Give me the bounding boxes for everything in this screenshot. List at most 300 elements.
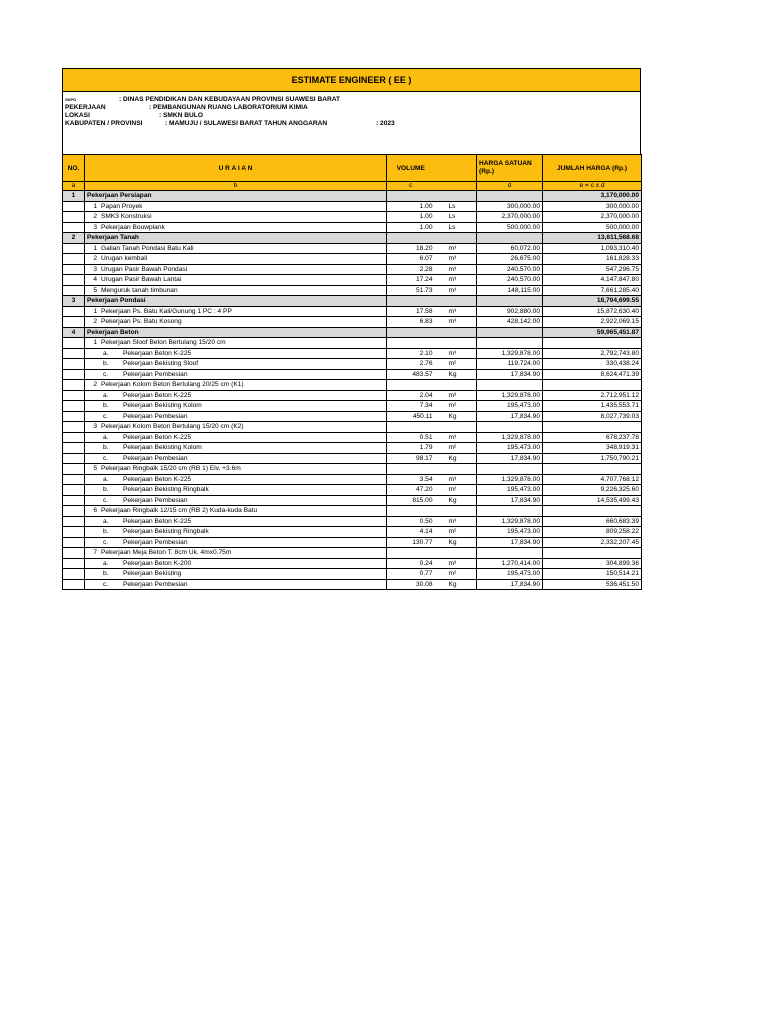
row-description: [85, 380, 387, 391]
row-total: 348,919.31: [543, 443, 642, 454]
row-description: [85, 527, 387, 538]
section-number: 1: [63, 191, 85, 202]
col-volume-header: VOLUME: [387, 155, 435, 182]
item-letter: b.: [103, 528, 109, 536]
section-volume-empty: [387, 296, 435, 307]
col-jumlah-header: JUMLAH HARGA (Rp.): [543, 155, 642, 182]
item-text: Pekerjaan Pembesian: [123, 538, 188, 546]
row-no-empty: [63, 495, 85, 506]
row-no-empty: [63, 453, 85, 464]
estimate-table: [62, 154, 642, 590]
item-letter: a.: [103, 349, 109, 357]
row-no-empty: [63, 527, 85, 538]
item-number: 3: [93, 423, 97, 431]
item-letter: c.: [103, 370, 109, 378]
item-text: Pekerjaan Pembesian: [123, 370, 188, 378]
table-row: [63, 432, 642, 443]
item-number: 2: [93, 318, 97, 326]
group-row: [63, 338, 642, 349]
section-volume-empty: [387, 233, 435, 244]
row-description: [85, 359, 387, 370]
row-description: [85, 254, 387, 265]
section-total: 13,611,568.68: [543, 233, 642, 244]
item-text: SMK3 Konstruksi: [101, 213, 152, 221]
pekerjaan-label: PEKERJAAN: [65, 104, 106, 111]
info-pekerjaan: [63, 104, 640, 112]
row-total-empty: [543, 506, 642, 517]
item-number: 7: [93, 549, 97, 557]
item-text: Pekerjaan Beton K-225: [123, 349, 192, 357]
table-row: [63, 212, 642, 223]
table-row: [63, 285, 642, 296]
item-text: Galian Tanah Pondasi Batu Kali: [101, 244, 194, 252]
table-row: [63, 558, 642, 569]
sub-a: a: [63, 182, 85, 191]
row-volume: 1.00: [387, 222, 435, 233]
row-price: 17,834.90: [477, 579, 543, 590]
row-description: [85, 212, 387, 223]
lokasi-label: LOKASI: [65, 112, 90, 119]
table-row: [63, 306, 642, 317]
section-row: [63, 191, 642, 202]
row-total: 547,296.75: [543, 264, 642, 275]
row-volume: 30.08: [387, 579, 435, 590]
row-total: 150,514.21: [543, 569, 642, 580]
skpd-value: : DINAS PENDIDIKAN DAN KEBUDAYAAN PROVINSI SUAWESI BARAT: [119, 96, 341, 103]
row-price: 195,473.00: [477, 443, 543, 454]
item-number: 1: [93, 339, 97, 347]
table-row: [63, 359, 642, 370]
table-row: [63, 401, 642, 412]
item-letter: c.: [103, 538, 109, 546]
row-no-empty: [63, 359, 85, 370]
row-total: 4,147,847.80: [543, 275, 642, 286]
kab-value: : MAMUJU / SULAWESI BARAT TAHUN ANGGARAN: [165, 120, 328, 127]
item-text: Pekerjaan Pembesian: [123, 496, 188, 504]
item-text: Pekerjaan Ps. Batu Kosong: [101, 318, 182, 326]
row-no-empty: [63, 548, 85, 559]
row-volume: 98.17: [387, 453, 435, 464]
row-total-empty: [543, 380, 642, 391]
row-price: 17,834.90: [477, 369, 543, 380]
item-text: Pekerjaan Bekisting Sloof: [123, 360, 199, 368]
sub-c-blank: [435, 182, 477, 191]
item-letter: a.: [103, 559, 109, 567]
item-text: Pekerjaan Beton K-225: [123, 433, 192, 441]
row-unit: m³: [435, 348, 477, 359]
row-volume: 3.54: [387, 474, 435, 485]
row-unit: m³: [435, 285, 477, 296]
row-no-empty: [63, 338, 85, 349]
row-price: 428,142.00: [477, 317, 543, 328]
row-total: 2,370,000.00: [543, 212, 642, 223]
table-row: [63, 348, 642, 359]
item-letter: a.: [103, 391, 109, 399]
item-text: Pekerjaan Bekisting: [123, 570, 182, 578]
kab-label: KABUPATEN / PROVINSI: [65, 120, 143, 127]
table-subheader: [63, 182, 642, 191]
sub-e: e = c x d: [543, 182, 642, 191]
item-letter: b.: [103, 570, 109, 578]
row-description: [85, 338, 387, 349]
section-title: Pekerjaan Tanah: [85, 233, 387, 244]
row-no-empty: [63, 348, 85, 359]
row-description: [85, 516, 387, 527]
row-unit: m³: [435, 264, 477, 275]
row-unit: m²: [435, 527, 477, 538]
row-description: [85, 222, 387, 233]
item-letter: b.: [103, 360, 109, 368]
row-unit-empty: [435, 380, 477, 391]
row-description: [85, 537, 387, 548]
row-description: [85, 317, 387, 328]
row-description: [85, 285, 387, 296]
row-description: [85, 443, 387, 454]
row-price: 148,115.00: [477, 285, 543, 296]
row-total: 300,000.00: [543, 201, 642, 212]
item-text: Pekerjaan Beton K-225: [123, 517, 192, 525]
section-unit-empty: [435, 233, 477, 244]
section-number: 3: [63, 296, 85, 307]
row-volume-empty: [387, 380, 435, 391]
row-volume: 7.34: [387, 401, 435, 412]
row-unit-empty: [435, 506, 477, 517]
row-unit: m³: [435, 306, 477, 317]
item-text: Pekerjaan Pembesian: [123, 412, 188, 420]
sub-d: d: [477, 182, 543, 191]
row-price: 1,329,878.00: [477, 348, 543, 359]
row-unit-empty: [435, 338, 477, 349]
row-total: 2,712,951.12: [543, 390, 642, 401]
row-price: 1,329,878.00: [477, 390, 543, 401]
group-row: [63, 380, 642, 391]
row-unit: m³: [435, 432, 477, 443]
item-letter: a.: [103, 433, 109, 441]
item-text: Pekerjaan Pembesian: [123, 454, 188, 462]
row-price: 17,834.90: [477, 411, 543, 422]
row-description: [85, 275, 387, 286]
table-row: [63, 317, 642, 328]
table-row: [63, 569, 642, 580]
row-volume: 483.57: [387, 369, 435, 380]
item-text: Papan Proyek: [101, 202, 143, 210]
item-letter: b.: [103, 402, 109, 410]
table-row: [63, 579, 642, 590]
row-unit: Kg: [435, 579, 477, 590]
item-text: Pekerjaan Beton K-225: [123, 391, 192, 399]
item-text: Pekerjaan Bekisting Ringbalk: [123, 528, 209, 536]
row-description: [85, 453, 387, 464]
info-skpd: [63, 96, 640, 104]
row-total: 678,237.78: [543, 432, 642, 443]
row-no-empty: [63, 254, 85, 265]
row-total-empty: [543, 422, 642, 433]
item-letter: a.: [103, 517, 109, 525]
row-no-empty: [63, 506, 85, 517]
row-description: [85, 390, 387, 401]
row-no-empty: [63, 212, 85, 223]
table-row: [63, 443, 642, 454]
table-row: [63, 495, 642, 506]
row-price: 26,675.00: [477, 254, 543, 265]
row-no-empty: [63, 201, 85, 212]
section-row: [63, 233, 642, 244]
row-description: [85, 306, 387, 317]
row-price-empty: [477, 380, 543, 391]
item-number: 6: [93, 507, 97, 515]
row-volume: 0.51: [387, 432, 435, 443]
row-total: 7,661,285.40: [543, 285, 642, 296]
table-row: [63, 275, 642, 286]
row-price: 17,834.90: [477, 537, 543, 548]
row-price: 240,570.00: [477, 275, 543, 286]
row-price: 240,570.00: [477, 264, 543, 275]
row-no-empty: [63, 537, 85, 548]
row-total: 14,535,499.43: [543, 495, 642, 506]
row-no-empty: [63, 317, 85, 328]
row-unit: Kg: [435, 453, 477, 464]
skpd-label: SKPD: [65, 97, 77, 102]
item-text: Pekerjaan Bouwplank: [101, 223, 165, 231]
row-total: 660,683.39: [543, 516, 642, 527]
row-unit: Kg: [435, 369, 477, 380]
row-price: 60,072.00: [477, 243, 543, 254]
row-volume: 1.79: [387, 443, 435, 454]
row-total: 1,750,790.21: [543, 453, 642, 464]
item-text: Pekerjaan Beton K-225: [123, 475, 192, 483]
row-unit: m³: [435, 243, 477, 254]
row-description: [85, 401, 387, 412]
item-letter: a.: [103, 475, 109, 483]
row-no-empty: [63, 401, 85, 412]
row-description: [85, 264, 387, 275]
section-title: Pekerjaan Persiapan: [85, 191, 387, 202]
row-unit: m³: [435, 474, 477, 485]
row-total: 330,438.24: [543, 359, 642, 370]
row-price: 1,329,878.00: [477, 516, 543, 527]
section-price-empty: [477, 233, 543, 244]
row-volume: 2.76: [387, 359, 435, 370]
col-no-header: NO.: [63, 155, 85, 182]
section-unit-empty: [435, 327, 477, 338]
row-volume: 815.00: [387, 495, 435, 506]
row-unit: m²: [435, 443, 477, 454]
item-number: 4: [93, 276, 97, 284]
row-volume: 130.77: [387, 537, 435, 548]
section-title: Pekerjaan Pondasi: [85, 296, 387, 307]
row-unit: m³: [435, 558, 477, 569]
row-unit: m²: [435, 401, 477, 412]
row-price: 1,329,878.00: [477, 432, 543, 443]
item-text: Pekerjaan Bekisting Kolom: [123, 444, 202, 452]
item-number: 1: [93, 307, 97, 315]
row-price: 2,370,000.00: [477, 212, 543, 223]
table-row: [63, 390, 642, 401]
row-no-empty: [63, 411, 85, 422]
row-description: [85, 201, 387, 212]
row-unit: m³: [435, 317, 477, 328]
table-row: [63, 243, 642, 254]
row-price-empty: [477, 506, 543, 517]
item-letter: c.: [103, 580, 109, 588]
row-total: 1,435,553.71: [543, 401, 642, 412]
row-total: 4,707,768.12: [543, 474, 642, 485]
row-description: [85, 422, 387, 433]
item-text: Urugan Pasir Bawah Pondasi: [101, 265, 188, 273]
item-number: 5: [93, 286, 97, 294]
info-kabupaten: [63, 120, 640, 128]
row-total: 304,899.36: [543, 558, 642, 569]
row-volume: 18.20: [387, 243, 435, 254]
row-no-empty: [63, 422, 85, 433]
sub-c: c: [387, 182, 435, 191]
section-number: 4: [63, 327, 85, 338]
group-row: [63, 506, 642, 517]
item-text: Pekerjaan Ringbalk 12/15 cm (RB 2) Kuda-kuda Batu: [101, 507, 258, 515]
row-total: 2,332,207.45: [543, 537, 642, 548]
row-volume: 0.77: [387, 569, 435, 580]
row-no-empty: [63, 243, 85, 254]
row-price-empty: [477, 338, 543, 349]
lokasi-value: : SMKN BULO: [159, 112, 203, 119]
row-no-empty: [63, 569, 85, 580]
section-row: [63, 296, 642, 307]
col-harga-header: HARGA SATUAN (Rp.): [477, 155, 543, 182]
item-number: 3: [93, 265, 97, 273]
table-row: [63, 411, 642, 422]
row-total-empty: [543, 338, 642, 349]
row-price: 119,724.00: [477, 359, 543, 370]
col-uraian-header: U R A I A N: [85, 155, 387, 182]
pekerjaan-value: : PEMBANGUNAN RUANG LABORATORIUM KIMIA: [149, 104, 308, 111]
row-volume-empty: [387, 422, 435, 433]
row-volume-empty: [387, 464, 435, 475]
item-text: Pekerjaan Ps. Batu Kali/Gunung 1 PC : 4 PP: [101, 307, 232, 315]
row-no-empty: [63, 485, 85, 496]
item-letter: b.: [103, 444, 109, 452]
row-unit: m³: [435, 390, 477, 401]
item-text: Pekerjaan Kolom Beton Bertulang 15/20 cm (K2): [101, 423, 244, 431]
section-total: 59,965,451.87: [543, 327, 642, 338]
item-number: 2: [93, 213, 97, 221]
item-text: Pekerjaan Kolom Beton Bertulang 20/25 cm (K1): [101, 381, 244, 389]
row-description: [85, 558, 387, 569]
row-volume: 17.24: [387, 275, 435, 286]
row-no-empty: [63, 516, 85, 527]
group-row: [63, 422, 642, 433]
row-volume: 6.83: [387, 317, 435, 328]
item-text: Pekerjaan Ringbalk 15/20 cm (RB 1) Elv. +3.6m: [101, 465, 241, 473]
row-unit: m²: [435, 569, 477, 580]
row-unit: Kg: [435, 537, 477, 548]
item-text: Pekerjaan Bekisting Ringbalk: [123, 486, 209, 494]
item-text: Pekerjaan Bekisting Kolom: [123, 402, 202, 410]
row-total-empty: [543, 548, 642, 559]
item-number: 3: [93, 223, 97, 231]
row-unit: Ls: [435, 222, 477, 233]
row-volume: 2.10: [387, 348, 435, 359]
row-unit-empty: [435, 464, 477, 475]
row-volume: 4.14: [387, 527, 435, 538]
table-row: [63, 474, 642, 485]
row-unit: Ls: [435, 212, 477, 223]
row-description: [85, 485, 387, 496]
section-price-empty: [477, 327, 543, 338]
row-description: [85, 243, 387, 254]
row-total: 2,792,743.80: [543, 348, 642, 359]
row-price-empty: [477, 422, 543, 433]
row-no-empty: [63, 369, 85, 380]
row-price: 1,270,414.00: [477, 558, 543, 569]
row-unit-empty: [435, 548, 477, 559]
row-total: 536,451.50: [543, 579, 642, 590]
row-description: [85, 569, 387, 580]
sheet-title: ESTIMATE ENGINEER ( EE ): [62, 68, 641, 92]
section-unit-empty: [435, 191, 477, 202]
row-volume: 0.50: [387, 516, 435, 527]
row-volume-empty: [387, 548, 435, 559]
row-description: [85, 411, 387, 422]
row-price: 300,000.00: [477, 201, 543, 212]
row-volume: 6.07: [387, 254, 435, 265]
row-description: [85, 432, 387, 443]
section-number: 2: [63, 233, 85, 244]
item-text: Pekerjaan Beton K-200: [123, 559, 192, 567]
group-row: [63, 548, 642, 559]
row-no-empty: [63, 432, 85, 443]
row-description: [85, 548, 387, 559]
row-total: 15,872,630.40: [543, 306, 642, 317]
item-text: Urugan kembali: [101, 255, 148, 263]
section-row: [63, 327, 642, 338]
item-letter: b.: [103, 486, 109, 494]
item-letter: c.: [103, 496, 109, 504]
tahun-value: : 2023: [376, 120, 395, 127]
item-number: 1: [93, 244, 97, 252]
table-row: [63, 369, 642, 380]
section-title: Pekerjaan Beton: [85, 327, 387, 338]
row-unit: m²: [435, 359, 477, 370]
row-volume-empty: [387, 338, 435, 349]
row-volume-empty: [387, 506, 435, 517]
table-row: [63, 201, 642, 212]
row-no-empty: [63, 285, 85, 296]
item-letter: c.: [103, 454, 109, 462]
section-volume-empty: [387, 327, 435, 338]
row-total: 161,828.33: [543, 254, 642, 265]
row-price: 17,834.90: [477, 495, 543, 506]
table-row: [63, 453, 642, 464]
project-info: [62, 92, 641, 154]
row-unit-empty: [435, 422, 477, 433]
row-volume: 1.00: [387, 212, 435, 223]
row-no-empty: [63, 464, 85, 475]
row-unit: m²: [435, 485, 477, 496]
row-no-empty: [63, 558, 85, 569]
item-text: Menguruk tanah timbunan: [101, 286, 178, 294]
row-no-empty: [63, 222, 85, 233]
row-volume: 2.28: [387, 264, 435, 275]
row-price: 500,000.00: [477, 222, 543, 233]
row-volume: 0.24: [387, 558, 435, 569]
row-description: [85, 369, 387, 380]
estimate-sheet: [62, 68, 641, 590]
row-no-empty: [63, 275, 85, 286]
item-text: Pekerjaan Pembesian: [123, 580, 188, 588]
row-price: 902,880.00: [477, 306, 543, 317]
row-description: [85, 348, 387, 359]
table-row: [63, 264, 642, 275]
